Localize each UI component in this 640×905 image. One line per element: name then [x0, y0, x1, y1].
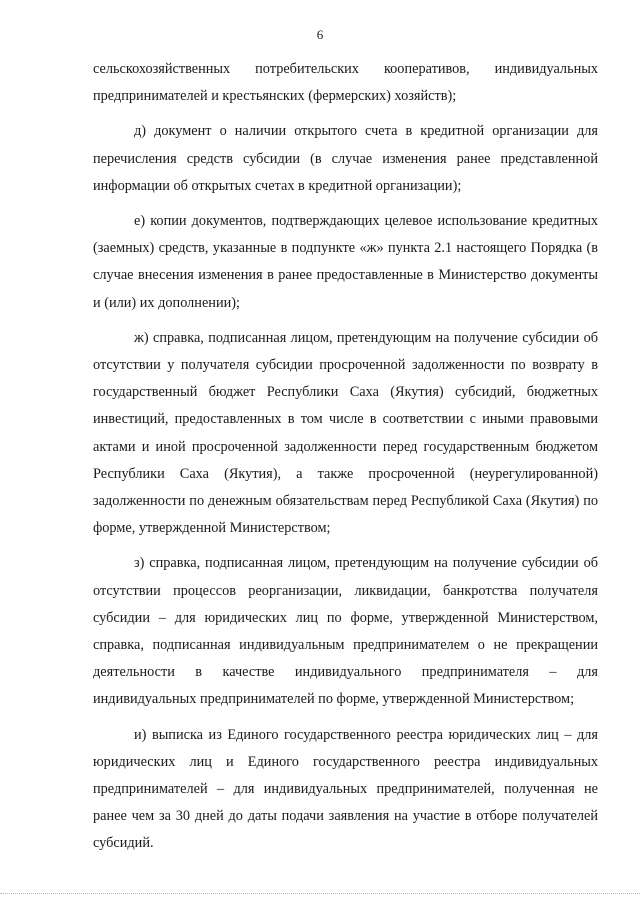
paragraph-item-z: з) справка, подписанная лицом, претендующим на получение субсидии об отсутствии процессов реорганизации, ликвидации, банкротства получателя субсидии – для юридических лиц по форме, утвержденной Министерством, справка, подписанная индивидуальным предпринимателем о не прекращении деятельности в качестве индивидуального предпринимателя – для индивидуальных предпринимателей по форме, утвержденной Министерством; — [93, 555, 598, 708]
document-body — [93, 56, 598, 866]
page-number: 6 — [316, 27, 324, 42]
paragraph-item-e: е) копии документов, подтверждающих целевое использование кредитных (заемных) средств, указанные в подпункте «ж» пункта 2.1 настоящего Порядка (в случае внесения изменения в ранее предоставленные в Министерство документы и (или) их дополнении); — [93, 213, 598, 311]
scan-edge-line — [0, 893, 640, 894]
paragraph-item-i: и) выписка из Единого государственного реестра юридических лиц – для юридических лиц и Единого государственного реестра индивидуальных предпринимателей – для индивидуальных предпринимателей, полученная не ранее чем за 30 дней до даты подачи заявления на участие в отборе получателей субсидий. — [93, 726, 598, 852]
paragraph-item-d: д) документ о наличии открытого счета в кредитной организации для перечисления средств субсидии (в случае изменения ранее представленной информации об открытых счетах в кредитной организации); — [93, 123, 598, 194]
paragraph-continuation: сельскохозяйственных потребительских кооперативов, индивидуальных предпринимателей и крестьянских (фермерских) хозяйств); — [93, 61, 598, 105]
paragraph-item-zh: ж) справка, подписанная лицом, претендующим на получение субсидии об отсутствии у получателя субсидии просроченной задолженности по возврату в государственный бюджет Республики Саха (Якутия) субсидий, бюджетных инвестиций, предоставленных в том числе в соответствии с иными правовыми актами и иной просроченной задолженности перед государственным бюджетом Республики Саха (Якутия), а также просроченной (неурегулированной) задолженности по денежным обязательствам перед Республикой Саха (Якутия) по форме, утвержденной Министерством; — [93, 329, 598, 537]
